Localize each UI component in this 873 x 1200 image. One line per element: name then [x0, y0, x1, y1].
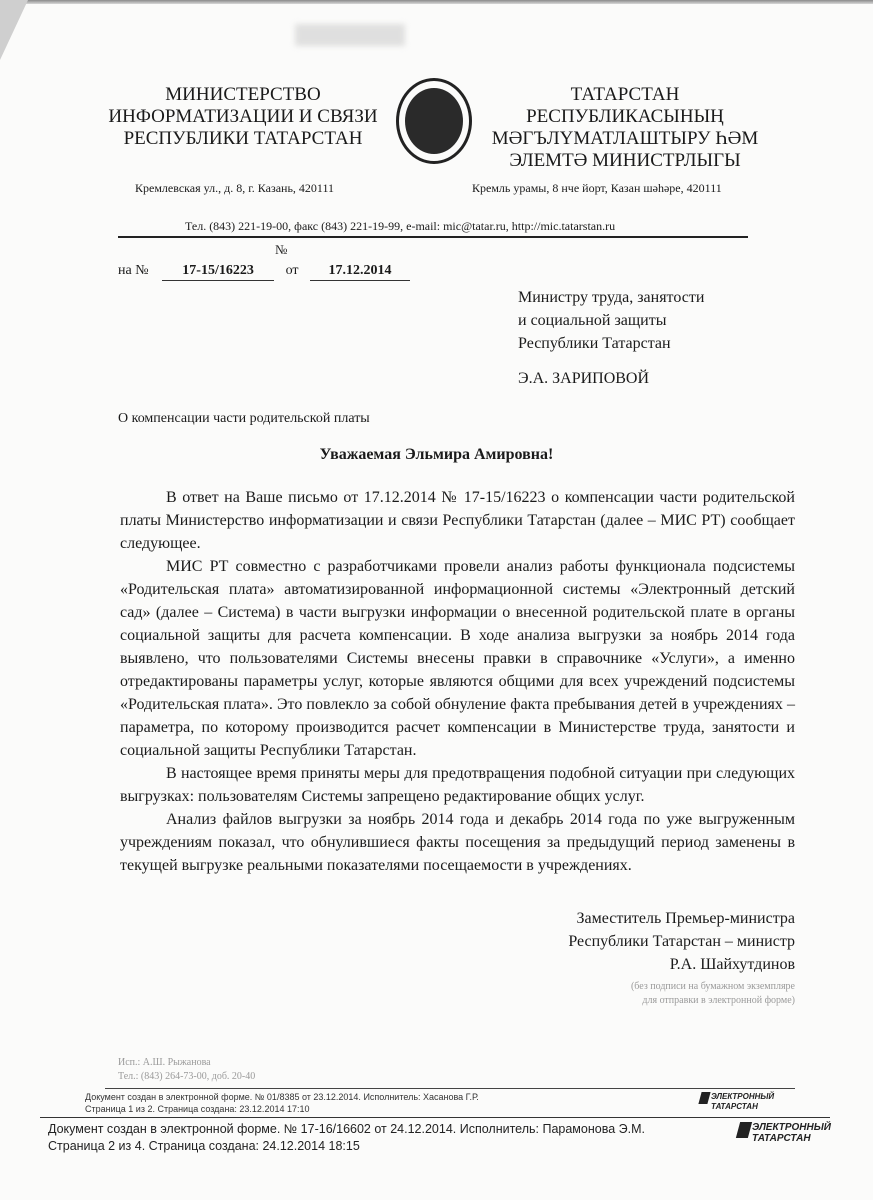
footer-current [48, 1121, 645, 1155]
org-tt-line: ЭЛЕМТӘ МИНИСТРЛЫГЫ [509, 150, 741, 171]
executor-name: Исп.: А.Ш. Рыжанова [118, 1057, 211, 1068]
org-name-tt [460, 84, 790, 172]
folded-corner [0, 0, 28, 60]
reference-number: 17-15/16223 [162, 262, 274, 281]
address-ru: Кремлевская ул., д. 8, г. Казань, 420111 [135, 181, 335, 195]
recipient-line: Республики Татарстан [518, 335, 671, 352]
reference-date: 17.12.2014 [310, 262, 410, 281]
electronic-tatarstan-logo [738, 1122, 831, 1144]
logo-text: ЭЛЕКТРОННЫЙ [752, 1122, 831, 1133]
paragraph: МИС РТ совместно с разработчиками провели анализ работы функционала подсистемы «Родительская плата» автоматизированной информационной системы «Электронный детский сад» (далее – Система) в части выгрузки информации о внесенной родительской плате в органы социальной защиты для расчета компенсации. В ходе анализа выгрузки за ноябрь 2014 года выявлено, что пользователями Системы внесены правки в справочнике «Услуги», а именно отредактированы параметры услуг, которые являются общими для всех учреждений подсистемы «Родительская плата». Это повлекло за собой обнуление факта пребывания детей в учреждениях – параметра, по которому производится расчет компенсации в Министерстве труда, занятости и социальной защиты Республики Татарстан. [120, 558, 795, 759]
logo-text: ТАТАРСТАН [711, 1102, 758, 1111]
footer-previous [85, 1091, 479, 1115]
signature-block [120, 907, 795, 976]
recipient [518, 286, 704, 355]
letter-content [120, 486, 795, 1008]
recipient-line: и социальной защиты [518, 312, 667, 329]
footer-divider [40, 1117, 830, 1118]
org-ru-line: РЕСПУБЛИКИ ТАТАРСТАН [123, 128, 363, 149]
executor-phone: Тел.: (843) 264-73-00, доб. 20-40 [118, 1071, 256, 1082]
footer-line: Документ создан в электронной форме. № 17-16/16602 от 24.12.2014. Исполнитель: Парамонова Э.М. [48, 1122, 645, 1136]
footer-line: Страница 2 из 4. Страница создана: 24.12.2014 18:15 [48, 1139, 360, 1153]
footer-divider [105, 1088, 795, 1089]
note-line: (без подписи на бумажном экземпляре [630, 981, 795, 992]
paragraph: В ответ на Ваше письмо от 17.12.2014 № 17-15/16223 о компенсации части родительской платы Министерство информатизации и связи Республики Татарстан (далее – МИС РТ) сообщает следующее. [120, 489, 795, 552]
greeting: Уважаемая Эльмира Амировна! [319, 446, 554, 463]
note-line: для отправки в электронной форме) [642, 995, 795, 1006]
outgoing-number-label: № [275, 242, 288, 257]
org-ru-line: МИНИСТЕРСТВО [165, 84, 321, 105]
footer-line: Документ создан в электронной форме. № 01/8385 от 23.12.2014. Исполнитель: Хасанова Г.Р. [85, 1092, 479, 1102]
recipient-line: Министру труда, занятости [518, 289, 705, 306]
scan-edge [0, 0, 873, 4]
na-label: на № [118, 263, 149, 278]
org-ru-line: ИНФОРМАТИЗАЦИИ И СВЯЗИ [108, 106, 378, 127]
org-tt-line: ТАТАРСТАН [570, 84, 680, 105]
paragraph: Анализ файлов выгрузки за ноябрь 2014 года и декабрь 2014 года по уже выгруженным учреждениям показал, что обнулившиеся факты посещения за предыдущий период заменены в текущей выгрузке реальными показателями посещаемости в учреждениях. [120, 811, 795, 874]
executor [118, 1056, 338, 1084]
letter-body [120, 486, 795, 877]
logo-text: ТАТАРСТАН [752, 1133, 811, 1144]
org-tt-line: МӘГЪЛҮМАТЛАШТЫРУ ҺӘМ [491, 128, 759, 149]
paragraph: В настоящее время приняты меры для предотвращения подобной ситуации при следующих выгрузках: пользователям Системы запрещено редактирование общих услуг. [120, 765, 795, 805]
recipient-name: Э.А. ЗАРИПОВОЙ [518, 370, 650, 387]
org-name-ru [108, 84, 378, 150]
electronic-tatarstan-logo [700, 1092, 774, 1112]
signatory-name: Р.А. Шайхутдинов [669, 956, 795, 973]
ot-label: от [285, 263, 299, 278]
footer-line: Страница 1 из 2. Страница создана: 23.12.2014 17:10 [85, 1104, 310, 1114]
signatory-title: Заместитель Премьер-министра [576, 910, 795, 927]
header-divider [118, 236, 748, 238]
org-tt-line: РЕСПУБЛИКАСЫНЫҢ [526, 106, 724, 127]
subject: О компенсации части родительской платы [118, 411, 370, 426]
reference-line [118, 262, 410, 281]
logo-text: ЭЛЕКТРОННЫЙ [711, 1092, 775, 1101]
contacts: Тел. (843) 221-19-00, факс (843) 221-19-99, e-mail: mic@tatar.ru, http://mic.tatarstan.ru [185, 219, 616, 233]
signature-note [120, 980, 795, 1008]
address-tt: Кремль урамы, 8 нче йорт, Казан шәһәре, 420111 [472, 181, 722, 195]
signatory-title: Республики Татарстан – министр [568, 933, 795, 950]
registration-stamp [295, 24, 405, 46]
